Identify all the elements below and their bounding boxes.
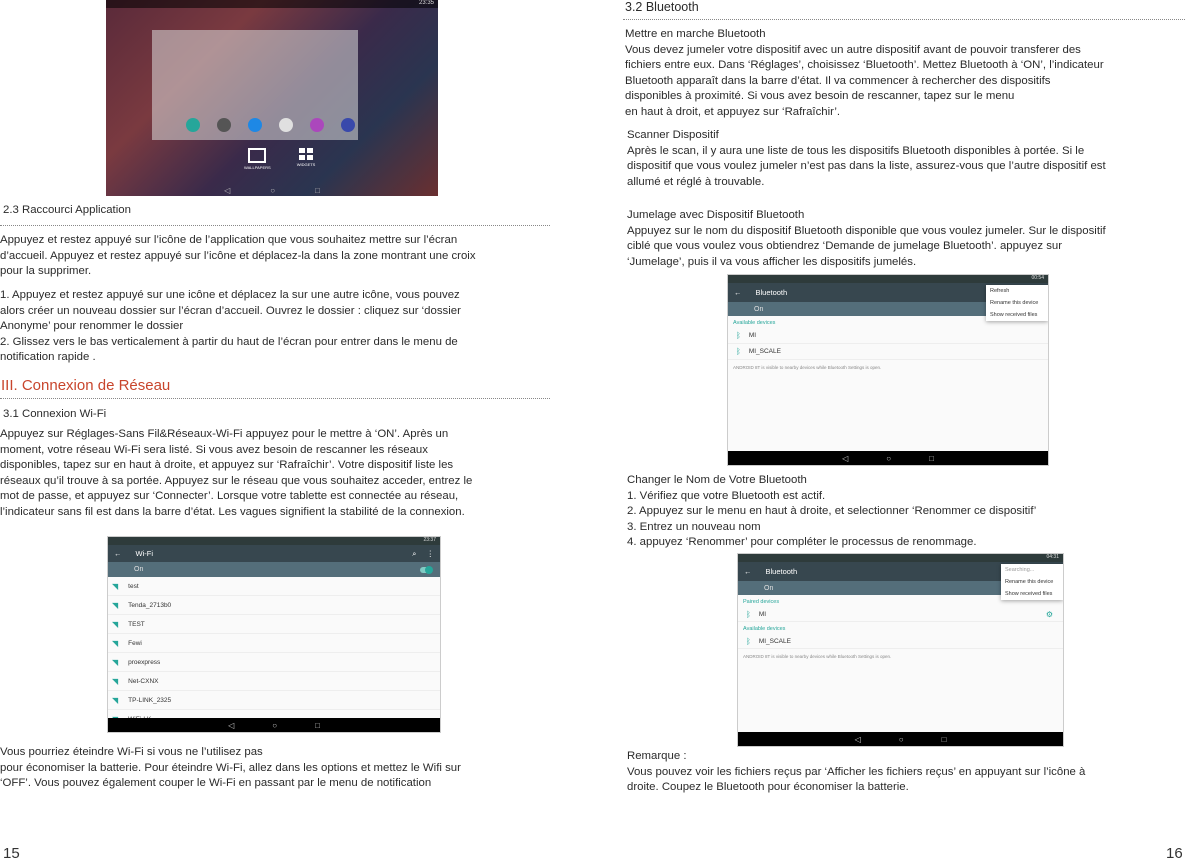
store-app-icon[interactable] [279,118,293,132]
folder-overlay [152,30,358,140]
menu-rename-device[interactable]: Rename this device [1005,579,1054,585]
wifi-network-name: proexpress [128,658,161,666]
bt2-visibility-note: ANDROID 8T is visible to nearby devices while Bluetooth Settings is open. [743,654,892,659]
wifi-network-name: Fewi [128,639,142,647]
wifi-signal-icon: ◥ [112,619,119,629]
paragraph-2-3-a: Appuyez et restez appuyé sur l’icône de l’application que vous souhaitez mettre sur l’écran d’accueil. Appuyez et restez appuyé sur l’icône et déplacez-la dans la zone montrant une croix pour la supprimer. [0,234,476,278]
wifi-network-row[interactable] [108,596,440,615]
home-status-bar [106,0,438,8]
widgets-icon [299,148,313,160]
wallpaper-icon [248,148,266,163]
wifi-network-row[interactable] [108,634,440,653]
wifi-network-name: Tenda_2713b0 [128,601,172,609]
menu-searching: Searching... [1005,567,1035,573]
wifi-network-row[interactable] [108,615,440,634]
wifi-network-row[interactable] [108,653,440,672]
bluetooth-icon: ᛒ [736,331,741,340]
page-number-left: 15 [3,845,20,862]
paragraph-bt-note: Remarque : Vous pouvez voir les fichiers reçus par ‘Afficher les fichiers reçus’ en appuyant sur l’icône à droite. Coupez le Bluetooth pour économiser la batterie. [627,750,1086,794]
paragraph-bt-pair: Jumelage avec Dispositif Bluetooth Appuyez sur le nom du dispositif Bluetooth disponible que vous voulez jumeler. Sur le dispositif ciblé que vous voulez vous obtiendrez ‘Demande de jumelage Bluetooth’. appuyez sur ‘Jumelage’, puis il va vous afficher les dispositifs jumelés. [627,209,1106,268]
wifi-network-name: TP-LINK_2325 [128,696,172,704]
bt1-status-bar: 00:54 [728,275,1048,283]
gallery-app-icon[interactable] [310,118,324,132]
home-dock-row [244,148,315,170]
wifi-signal-icon: ◥ [112,695,119,705]
wifi-nav-bar [108,718,440,732]
bluetooth-icon: ᛒ [746,609,751,619]
bluetooth-icon: ᛒ [746,636,751,646]
wifi-signal-icon: ◥ [112,638,119,648]
home-nav-bar [106,184,438,196]
recents-icon[interactable]: □ [315,720,320,730]
camera-app-icon[interactable] [217,118,231,132]
back-arrow-icon[interactable]: ← [744,567,752,576]
back-icon[interactable]: ◁ [228,720,235,730]
wifi-title: Wi-Fi [135,549,153,558]
wifi-signal-icon: ◥ [112,581,119,591]
wallpapers-button[interactable]: WALLPAPERS [244,148,271,170]
bt2-device-row[interactable]: ᛒ MI_SCALE [738,634,1063,649]
wifi-network-name: test [128,582,139,590]
menu-show-received[interactable]: Show received files [990,312,1038,318]
subsection-2-3: 2.3 Raccourci Application [3,204,131,216]
home-icon[interactable]: ○ [898,734,904,744]
wifi-toggle[interactable] [420,567,432,573]
wifi-signal-icon: ◥ [112,657,119,667]
music-app-icon[interactable] [341,118,355,132]
paragraph-3-1: Appuyez sur Réglages-Sans Fil&Réseaux-Wi-Fi appuyez pour le mettre à ‘ON’. Après un moment, votre réseau Wi-Fi sera listé. Si vous avez besoin de rescanner les réseaux disponibles, tapez sur en haut à droite, et appuyez sur ‘Rafraîchir’. Votre dispositif liste les réseaux qu’il trouve à sa portée. Appuyez sur le réseau que vous souhaitez acceder, entrez le mot de passe, et appuyez sur ‘Connecter’. Lorsque votre tablette est connectée au réseau, l’indicateur sans fil est dans la barre d’état. Les vagues signifient la stabilité de la connexion. [0,428,473,518]
home-icon[interactable]: ○ [272,720,278,730]
home-icon[interactable]: ○ [270,185,276,195]
wifi-status-bar: 23:37 [108,537,440,545]
divider-section [0,398,550,399]
bluetooth-icon: ᛒ [736,347,741,356]
back-icon[interactable]: ◁ [842,453,849,463]
section-title: III. Connexion de Réseau [1,377,171,394]
home-icon[interactable]: ○ [886,453,892,463]
back-arrow-icon[interactable]: ← [114,549,122,558]
recents-icon[interactable]: □ [315,185,320,195]
wifi-network-row[interactable] [108,577,440,596]
wifi-network-row[interactable] [108,691,440,710]
bt1-title: Bluetooth [755,288,788,297]
search-icon[interactable]: ⌕ [412,548,417,558]
bt2-nav-bar [738,732,1063,746]
widgets-button[interactable]: WIDGETS [297,148,316,170]
wifi-network-name: TEST [128,620,145,628]
bluetooth-screenshot-2 [737,553,1064,747]
bt2-overflow-menu [1001,564,1063,600]
browser-app-icon[interactable] [248,118,262,132]
wifi-signal-icon: ◥ [112,600,119,610]
divider-2-3 [0,225,550,226]
recents-icon[interactable]: □ [929,453,934,463]
wifi-network-row[interactable] [108,672,440,691]
subsection-3-2: 3.2 Bluetooth [625,0,699,14]
wifi-network-list [108,577,440,729]
wifi-toolbar [108,545,440,562]
bt2-available-header: Available devices [743,626,786,632]
paragraph-bt-scan: Scanner Dispositif Après le scan, il y aura une liste de tous les dispositifs Bluetooth disponibles à portée. Si le dispositif que vous voulez jumeler n’est pas dans la liste, assurez-vous que l’autre dispositif est allumé et réglé à trouvable. [627,129,1106,188]
recents-icon[interactable]: □ [941,734,947,744]
bt1-device-row[interactable]: ᛒ MI [728,328,1048,344]
subsection-3-1: 3.1 Connexion Wi-Fi [3,408,107,420]
bt1-on-row[interactable]: On [728,302,1048,316]
home-screen-screenshot [106,0,438,196]
menu-rename-device[interactable]: Rename this device [990,300,1039,306]
bt1-device-row[interactable]: ᛒ MI_SCALE [728,344,1048,360]
back-icon[interactable]: ◁ [224,185,231,195]
bt2-paired-header: Paired devices [743,599,780,605]
folder-apps-row [186,118,355,132]
device-settings-icon[interactable]: ⚙ [1045,609,1053,619]
more-options-icon[interactable]: ⋮ [426,549,434,558]
bt2-title: Bluetooth [765,567,798,576]
home-status-time: 23:35 [418,0,434,6]
paragraph-wifi-off: Vous pourriez éteindre Wi-Fi si vous ne l’utilisez pas pour économiser la batterie. Pour éteindre Wi-Fi, allez dans les options et mettez le Wifi sur ‘OFF’. Vous pouvez également couper le Wi-Fi en passant par le menu de notification [0,746,461,790]
bt1-available-header: Available devices [733,320,776,326]
bt1-nav-bar [728,451,1048,465]
bt1-overflow-menu [986,285,1048,321]
paragraph-bt-on: Mettre en marche Bluetooth Vous devez jumeler votre dispositif avec un autre dispositif avant de pouvoir transferer des fichiers entre eux. Dans ‘Réglages’, choisissez ‘Bluetooth’. Mettez Bluetooth à ‘ON’, l’indicateur Bluetooth apparaît dans la barre d’état. Il va commencer à rechercher des dispositifs disponibles à proximité. Si vous avez besoin de rescanner, tapez sur le menu en haut à droit, et appuyez sur ‘Rafraîchir’. [625,28,1104,118]
divider-3-2 [623,19,1185,20]
bt2-paired-row[interactable]: ᛒ MI ⚙ [738,607,1063,622]
bt1-visibility-note: ANDROID 8T is visible to nearby devices while Bluetooth Settings is open. [733,365,882,370]
paragraph-bt-rename: Changer le Nom de Votre Bluetooth 1. Vérifiez que votre Bluetooth est actif. 2. Appuyez sur le menu en haut à droite, et selectionner ‘Renommer ce dispositif’ 3. Entrez un nouveau nom 4. appuyez ‘Renommer’ pour compléter le processus de renommage. [627,474,1037,549]
back-icon[interactable]: ◁ [854,734,861,744]
menu-show-received[interactable]: Show received files [1005,591,1053,597]
wifi-network-name: Net-CXNX [128,677,159,685]
back-arrow-icon[interactable]: ← [734,288,742,297]
page-number-right: 16 [1166,845,1183,862]
menu-refresh[interactable]: Refresh [990,288,1010,294]
settings-app-icon[interactable] [186,118,200,132]
bluetooth-screenshot-1 [727,274,1049,466]
wifi-on-row[interactable]: On [108,562,440,577]
bt2-status-bar: 04:31 [738,554,1063,562]
wifi-signal-icon: ◥ [112,676,119,686]
wifi-screenshot [107,536,441,733]
bt2-on-row[interactable]: On [738,581,1063,595]
paragraph-2-3-b: 1. Appuyez et restez appuyé sur une icône et déplacez la sur une autre icône, vous pouvez alors créer un nouveau dossier sur l’écran d’accueil. Ouvrez le dossier : cliquez sur ‘dossier Anonyme’ pour renommer le dossier 2. Glissez vers le bas verticalement à partir du haut de l’écran pour entrer dans le menu de notification rapide . [0,289,461,364]
